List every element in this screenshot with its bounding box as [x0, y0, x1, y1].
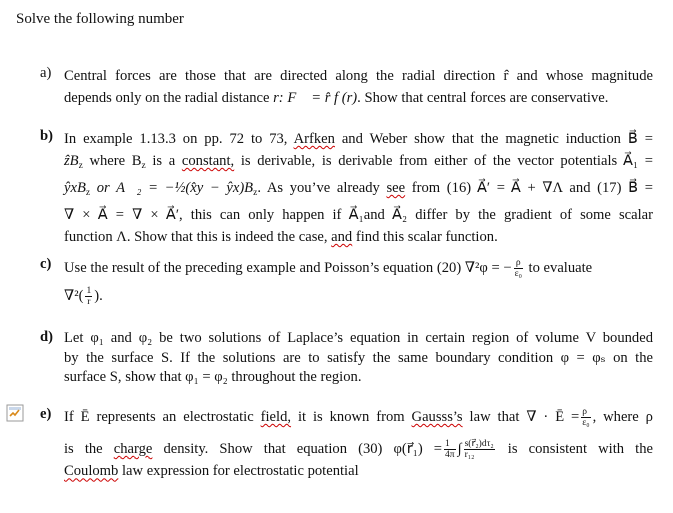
item-d-line1: Let φ₁ and φ₂ be two solutions of Laplace’s equation in certain region of volume V bounded — [64, 330, 653, 346]
item-b-line1: In example 1.13.3 on pp. 72 to 73, Arfken and Weber show that the magnetic induction B⃗ = — [64, 131, 653, 147]
item-e-line1: If Ē represents an electrostatic field, it is known from Gausss’s law that ∇ · Ē = $\frac{\rho}{\text{ε₀}}$ , where ρ — [64, 407, 653, 429]
item-c-label: c) — [40, 256, 52, 272]
item-b-label: b) — [40, 128, 53, 144]
item-b-line5: function Λ. Show that this is indeed the case, and find this scalar function. — [64, 229, 498, 245]
item-e-line3: Coulomb law expression for electrostatic potential — [64, 463, 359, 480]
item-c-line1: Use the result of the preceding example and Poisson’s equation (20) ∇²φ = − $\frac{\rho}{\text{ε₀}}$ to evaluate — [64, 258, 593, 280]
item-a-label: a) — [40, 65, 52, 81]
item-e — [40, 406, 653, 482]
item-a — [40, 65, 653, 109]
comment-note-icon[interactable] — [6, 404, 24, 422]
item-d — [40, 329, 653, 388]
item-a-line1: Central forces are those that are directed along the radial direction r̂ and whose magnitude — [64, 68, 653, 84]
item-d-line3: surface S, show that φ₁ = φ₂ throughout the region. — [64, 369, 362, 385]
item-d-label: d) — [40, 329, 53, 345]
item-b-line2: ẑB$_z$ where $B_z$ is a constant, is derivable, is derivable from either of the vector potentials A⃗₁ = — [64, 153, 653, 171]
item-c — [40, 256, 653, 308]
item-a-line2: depends only on the radial distance r: F⃗ = r̂ f (r). Show that central forces are conservative. — [64, 90, 609, 106]
item-d-line2: by the surface S. If the solutions are to satisfy the same boundary condition φ = φₛ on the — [64, 349, 653, 366]
item-e-line2: is the charge density. Show that equation (30) φ(r⃗₁) = $\frac{1}{4\pi}$ ∫ $\frac{\text{s(r⃗₂)dτ₂}}{\text{r₁₂}}$ is consistent with the — [64, 439, 653, 461]
item-e-label: e) — [40, 406, 52, 422]
item-c-line2: ∇²( $\frac{1}{r}$ ). — [64, 286, 103, 308]
item-b — [40, 128, 653, 248]
item-b-line4: ∇ × A⃗ = ∇ × A⃗′, this can only happen if A⃗₁and A⃗₂ differ by the gradient of some scalar — [64, 207, 653, 223]
item-b-line3: ŷxB$_z$ or A⃗₂ = −½(x̂y − $ŷx)B_z$. As you’ve already see from (16) A⃗′ = A⃗ + ∇Λ and (17) B⃗ = — [64, 180, 654, 198]
heading: Solve the following number — [16, 11, 184, 27]
